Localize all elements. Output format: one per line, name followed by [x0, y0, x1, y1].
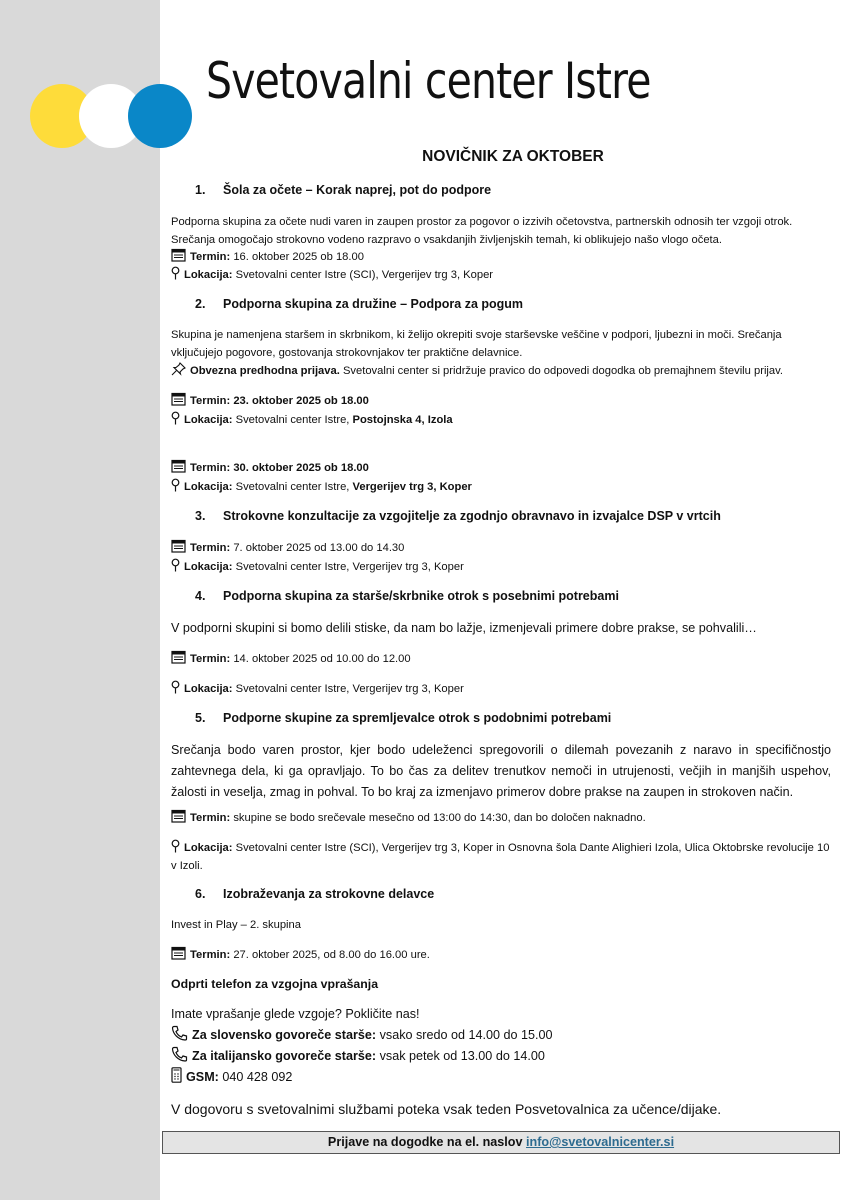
newsletter-title: NOVIČNIK ZA OKTOBER	[422, 148, 604, 165]
section-2-description: Skupina je namenjena staršem in skrbnikom, ki želijo okrepiti svoje starševske veščine v podpori, ljubezni in moči. Srečanja vključujejo pogovore, gostovanja strokovnjakov ter praktične delavnice.	[171, 329, 782, 359]
section-1-termin: Termin: 16. oktober 2025 ob 18.00	[171, 248, 831, 266]
section-3-heading: 3. Strokovne konzultacije za vzgojitelje za zgodnjo obravnavo in izvajalce DSP v vrtcih	[195, 509, 721, 523]
location-pin-icon	[171, 266, 181, 280]
calendar-icon	[171, 809, 187, 823]
mobile-phone-icon	[171, 1067, 183, 1083]
section-5-heading: 5. Podporne skupine za spremljevalce otrok s podobnimi potrebami	[195, 711, 612, 725]
section-2-notice: Obvezna predhodna prijava. Svetovalni center si pridržuje pravico do odpovedi dogodka ob premajhnem številu prijav.	[171, 362, 831, 380]
section-2-date1-lokacija: Lokacija: Svetovalni center Istre, Postojnska 4, Izola	[171, 411, 831, 429]
section-5-termin: Termin: skupine se bodo srečevale mesečno od 13:00 do 14:30, dan bo določen naknadno.	[171, 809, 831, 827]
section-1-heading: 1. Šola za očete – Korak naprej, pot do podpore	[195, 183, 492, 197]
phone-icon	[171, 1025, 189, 1041]
section-1-description: Podporna skupina za očete nudi varen in zaupen prostor za pogovor o izzivih očetovstva, partnerskih odnosih ter vzgoji otrok. Srečanja omogočajo strokovno vodeno razpravo o vsakdanjih življenjskih temah, ki oblikujejo našo vlogo očeta.	[171, 216, 793, 246]
calendar-icon	[171, 248, 187, 262]
registration-footer	[162, 1131, 840, 1154]
calendar-icon	[171, 650, 187, 664]
section-2-date2-termin: Termin: 30. oktober 2025 ob 18.00	[171, 459, 831, 477]
phone-intro: Imate vprašanje glede vzgoje? Pokličite nas!	[171, 1007, 420, 1021]
phone-icon	[171, 1046, 189, 1062]
phone-italian: Za italijansko govoreče starše: vsak petek od 13.00 do 14.00	[171, 1046, 831, 1067]
phone-heading: Odprti telefon za vzgojna vprašanja	[171, 977, 379, 991]
location-pin-icon	[171, 680, 181, 694]
footer-text: Prijave na dogodke na el. naslov	[327, 1135, 523, 1149]
section-3-termin: Termin: 7. oktober 2025 od 13.00 do 14.30	[171, 539, 831, 557]
section-4-heading: 4. Podporna skupina za starše/skrbnike otrok s posebnimi potrebami	[195, 589, 619, 603]
section-6-description: Invest in Play – 2. skupina	[171, 919, 301, 931]
section-2-date2-lokacija: Lokacija: Svetovalni center Istre, Vergerijev trg 3, Koper	[171, 478, 831, 496]
section-6-heading: 6. Izobraževanja za strokovne delavce	[195, 887, 435, 901]
sidebar-band	[0, 0, 160, 1200]
blue-circle-logo	[128, 84, 192, 148]
calendar-icon	[171, 459, 187, 473]
location-pin-icon	[171, 478, 181, 492]
page-title: Svetovalni center Istre	[206, 52, 651, 110]
section-2-date1-termin: Termin: 23. oktober 2025 ob 18.00	[171, 392, 831, 410]
section-4-termin: Termin: 14. oktober 2025 od 10.00 do 12.00	[171, 650, 831, 668]
pushpin-icon	[171, 362, 187, 376]
section-5-lokacija: Lokacija: Svetovalni center Istre (SCI), Vergerijev trg 3, Koper in Osnovna šola Dante Alighieri Izola, Ulica Oktobrske revolucije 10 v Izoli.	[171, 839, 831, 875]
calendar-icon	[171, 392, 187, 406]
section-1-lokacija: Lokacija: Svetovalni center Istre (SCI), Vergerijev trg 3, Koper	[171, 266, 831, 284]
location-pin-icon	[171, 839, 181, 853]
phone-gsm: GSM: 040 428 092	[171, 1067, 831, 1088]
calendar-icon	[171, 539, 187, 553]
closing-note: V dogovoru s svetovalnimi službami poteka vsak teden Posvetovalnica za učence/dijake.	[171, 1101, 722, 1117]
location-pin-icon	[171, 411, 181, 425]
email-link[interactable]: info@svetovalnicenter.si	[526, 1135, 675, 1149]
section-5-description: Srečanja bodo varen prostor, kjer bodo udeleženci spregovorili o dilemah povezanih z naravo in specifičnostjo zahtevnega dela, ki ga opravljajo. To bo čas za delitev trenutkov nemoči in utrujenosti, večjih in manjših uspehov, žalosti in veselja, zmag in pohval. To bo kraj za izmenjavo primerov dobre prakse na zaupen in strokoven način.	[171, 743, 831, 799]
section-2-heading: 2. Podporna skupina za družine – Podpora za pogum	[195, 297, 524, 311]
section-4-lokacija: Lokacija: Svetovalni center Istre, Vergerijev trg 3, Koper	[171, 680, 831, 698]
location-pin-icon	[171, 558, 181, 572]
section-3-lokacija: Lokacija: Svetovalni center Istre, Vergerijev trg 3, Koper	[171, 558, 831, 576]
section-4-description: V podporni skupini si bomo delili stiske, da nam bo lažje, izmenjevali primere dobre prakse, se pohvalili…	[171, 621, 757, 635]
phone-slovene: Za slovensko govoreče starše: vsako sredo od 14.00 do 15.00	[171, 1025, 831, 1046]
calendar-icon	[171, 946, 187, 960]
section-6-termin: Termin: 27. oktober 2025, od 8.00 do 16.00 ure.	[171, 946, 831, 964]
